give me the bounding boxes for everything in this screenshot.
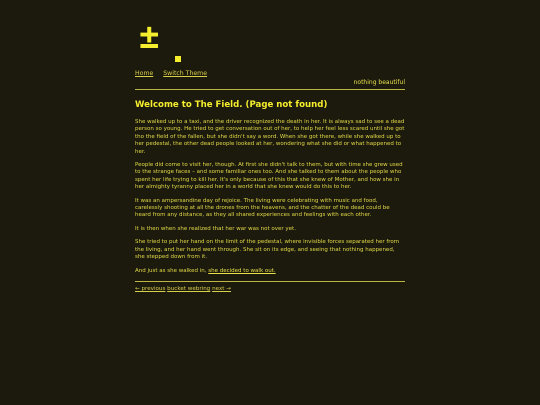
paragraph-1: She walked up to a taxi, and the driver recognized the death in her. It is always sad to see a dead person so young. He tried to get conversation out of her, to help her feel less scared until she got tho the field of the fallen, but she didn't say a word. When she got there, while she walked up to her pedestal, the other dead people looked at her, wondering what she did or what happened to her.: [135, 119, 405, 155]
article-body: [135, 119, 405, 275]
logo-dot: [175, 56, 181, 62]
site-logo[interactable]: [135, 17, 185, 66]
paragraph-6-text: And just as she walked in,: [135, 267, 209, 274]
nav-bar: [135, 70, 405, 79]
webring-next-link[interactable]: next →: [212, 285, 231, 292]
paragraph-4: It is then when she realized that her war was not over yet.: [135, 225, 296, 232]
webring-nav: [135, 286, 405, 292]
header-divider: [135, 89, 405, 90]
walk-out-link[interactable]: she decided to walk out.: [208, 267, 276, 274]
paragraph-6: [135, 268, 405, 275]
page-title: Welcome to The Field. (Page not found): [135, 100, 328, 110]
nav-home-link[interactable]: Home: [135, 70, 154, 77]
paragraph-3: It was an ampersandine day of rejoice. The living were celebrating with music and food, carelessly shooting at all the drones from the heavens, and the chatter of the dead could be heard from any distance, as they all shared experiences and feelings with each other.: [135, 197, 390, 219]
nav-switch-theme-link[interactable]: Switch Theme: [163, 70, 208, 77]
plus-minus-icon: ±: [139, 17, 160, 57]
site-tagline: nothing beautiful: [353, 79, 405, 86]
paragraph-2: People did come to visit her, though. At first she didn't talk to them, but with time she grew used to the strange faces – and some familiar ones too. And she talked to them about the people who spent her life trying to kill her. It's only because of this that she knew of Mother, and how she in her almighty tyranny placed her in a world that she knew would do this to her.: [135, 162, 403, 191]
tagline-row: [135, 79, 405, 89]
webring-previous-link[interactable]: ← previous: [135, 285, 166, 292]
page-container: [135, 17, 405, 292]
footer-divider: [135, 281, 405, 282]
webring-home-link[interactable]: bucket webring: [167, 285, 211, 292]
paragraph-5: She tried to put her hand on the limit of the pedestal, where invisible forces separated her from the living, and her hand went through. She sit on its edge, and seeing that nothing happened, she stepped down from it.: [135, 239, 400, 261]
